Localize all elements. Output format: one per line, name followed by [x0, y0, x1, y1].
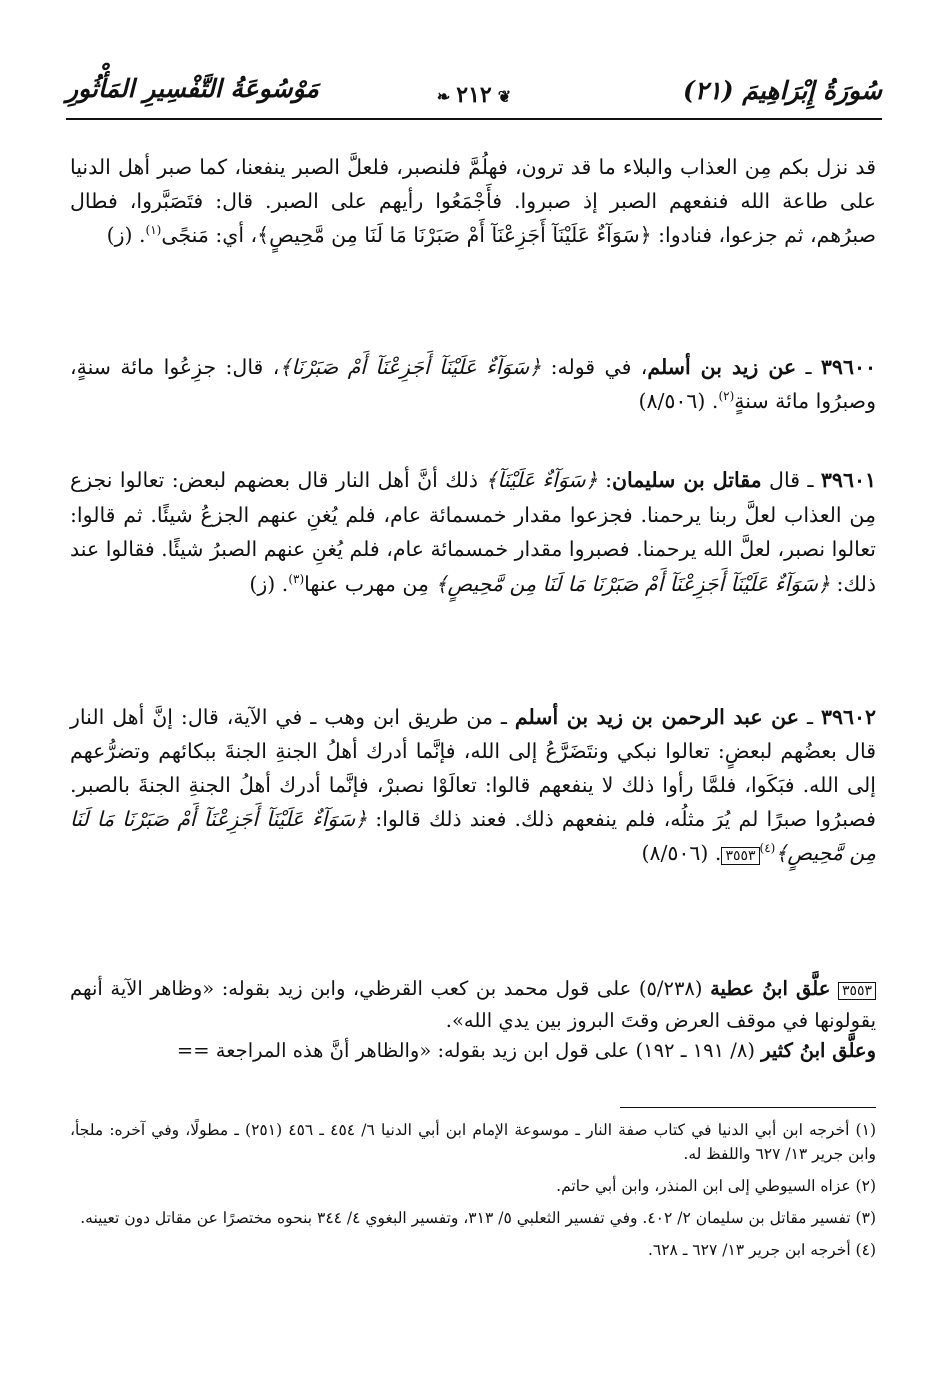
surah-title: سُورَةُ إِبْرَاهِيمَ (٢١) — [683, 76, 882, 105]
entry-text: ، قال: جزِعُوا مائة سنةٍ، وصبرُوا مائة سنةٍ — [70, 355, 876, 413]
book-title: مَوْسُوعَةُ التَّفْسِيرِ المَأْثُورِ — [66, 74, 319, 103]
footnote: (١) أخرجه ابن أبي الدنيا في كتاب صفة النار ـ موسوعة الإمام ابن أبي الدنيا ٦/ ٤٥٤ ـ ٤٥٦ (٢٥١) ـ مطولًا، وفي آخره: ملجأ، وابن جرير ١٣/ ٦٢٧ واللفظ له. — [70, 1121, 876, 1163]
entry-39602: ٣٩٦٠٢ ـ عن عبد الرحمن بن زيد بن أسلم ـ من طريق ابن وهب ـ في الآية، قال: إنَّ أهل النار قال بعضُهم لبعضٍ: تعالوا نبكي ونتَضَرَّعُ إلى الله، فإنَّما أدرك أهلُ الجنةِ الجنةَ ببكائهم وتضرُّعهم إلى الله. فبَكَوا، فلمَّا رأوا ذلك لا ينفعهم قالوا: تعالَوْا نصبرْ، فإنَّما أدرك أهلُ الجنةِ الجنةَ بالصبر. فصبرُوا صبرًا لم يُرَ مثلُه، فلم ينفعهم ذلك. فعند ذلك قالوا: ﴿سَوَآءٌ عَلَيْنَآ أَجَزِعْنَآ أَمْ صَبَرْنَا مَا لَنَا مِن مَّحِيصٍ﴾$^{(٤)}$٣٥٥٣. (٨/٥٠٦) — [70, 705, 876, 865]
commentator-name: وعلَّق ابنُ كثير — [761, 1039, 876, 1062]
quran-quote: ﴿سَوَآءٌ عَلَيْنَآ أَجَزِعْنَآ أَمْ صَبَرْنَا مَا لَنَا مِن مَّحِيصٍ﴾ — [435, 571, 830, 596]
header-divider — [66, 118, 882, 120]
page-number: ٢١٢ — [456, 82, 492, 108]
footnote-divider — [620, 1107, 876, 1108]
footnote: (٣) تفسير مقاتل بن سليمان ٢/ ٤٠٢. وفي تفسير الثعلبي ٥/ ٣١٣، وتفسير البغوي ٤/ ٣٤٤ بنحوه مختصرًا عن مقاتل دون تعيينه. — [80, 1209, 876, 1227]
entry-text: ذلك أنَّ أهل النار قال بعضهم لبعض: تعالوا نجزع مِن العذاب لعلَّ ربنا يرحمنا. فجزعوا مقدار خمسمائة عام، فلم يُغنِ عنهم الجزعُ شيئًا. ثم قالوا: تعالوا نصبر، لعلَّ الله يرحمنا. فصبروا مقدار خمسمائة عام، فلم يُغنِ عنهم الصبرُ شيئًا. فقالوا عند ذلك: — [70, 468, 876, 596]
quran-quote: ﴿سَوَآءٌ عَلَيْنَآ﴾ — [485, 468, 598, 492]
intro-tail: . (ز) — [106, 223, 146, 247]
footnote-ref: (٣) — [288, 571, 305, 586]
narrator-name: عن زيد بن أسلم — [647, 355, 797, 379]
entry-text: ـ من طريق ابن وهب ـ في الآية، قال: إنَّ أهل النار قال بعضُهم لبعضٍ: تعالوا نبكي ونتَضَرَّعُ إلى الله، فإنَّما أدرك أهلُ الجنةِ الجنةَ ببكائهم وتضرُّعهم إلى الله. فبَكَوا، فلمَّا رأوا ذلك لا ينفعهم قالوا: تعالَوْا نصبرْ، فإنَّما أدرك أهلُ الجنةِ الجنةَ بالصبر. فصبرُوا صبرًا لم يُرَ مثلُه، فلم ينفعهم ذلك. فعند ذلك قالوا: — [70, 705, 876, 831]
narrator-name: مقاتل بن سليمان — [612, 468, 762, 492]
ornament-icon: ❦ — [497, 87, 512, 106]
ornament-icon: ❧ — [436, 87, 451, 106]
page-header — [66, 70, 882, 116]
entry-text: ، في قوله: — [541, 355, 648, 379]
entry-tail: . (٨/٥٠٦) — [638, 389, 719, 413]
footnote-ref: (٤) — [759, 841, 776, 856]
commentary-number-box: ٣٥٥٣ — [838, 982, 876, 1000]
quran-quote: ﴿سَوَآءٌ عَلَيْنَآ أَجَزِعْنَآ أَمْ صَبَرْنَا مَا لَنَا مِن مَّحِيصٍ﴾ — [70, 807, 876, 865]
narrator-name: عن عبد الرحمن بن زيد بن أسلم — [514, 705, 800, 729]
footnote-ref: (١) — [145, 223, 162, 238]
footnote: (٤) أخرجه ابن جرير ١٣/ ٦٢٧ ـ ٦٢٨. — [647, 1241, 876, 1259]
entry-number: ٣٩٦٠١ — [820, 468, 876, 492]
quran-quote: ﴿سَوَآءٌ عَلَيْنَآ أَجَزِعْنَآ أَمْ صَبَرْنَا﴾ — [279, 355, 542, 379]
commentary-ref-box: ٣٥٥٣ — [721, 847, 759, 865]
footnotes — [70, 1118, 876, 1270]
entry-text: مِن مهرب عنها — [304, 571, 436, 596]
footnote: (٢) عزاه السيوطي إلى ابن المنذر، وابن أبي حاتم. — [556, 1177, 876, 1195]
entry-tail: . (ز) — [249, 571, 289, 596]
entry-number: ٣٩٦٠٢ — [820, 705, 876, 729]
commentary-block — [70, 974, 876, 1066]
entry-39600: ٣٩٦٠٠ ـ عن زيد بن أسلم، في قوله: ﴿سَوَآءٌ عَلَيْنَآ أَجَزِعْنَآ أَمْ صَبَرْنَا﴾، قال: جزِعُوا مائة سنةٍ، وصبرُوا مائة سنةٍ$^{(٢)}$. (٨/٥٠٦) — [70, 355, 876, 413]
commentary-text: (٨/ ١٩١ ـ ١٩٢) على قول ابن زيد بقوله: «والظاهر أنَّ هذه المراجعة == — [176, 1039, 762, 1062]
entry-number: ٣٩٦٠٠ — [820, 355, 876, 379]
intro-paragraph — [70, 150, 876, 252]
intro-text: قد نزل بكم مِن العذاب والبلاء ما قد ترون، فهلُمَّ فلنصبر، فلعلَّ الصبر ينفعنا، كما صبر أهل الدنيا على طاعة الله فنفعهم الصبر إذ صبروا. فأَجْمَعُوا رأيهم على الصبر. قال: فتَصَبَّروا، فطال صبرُهم، ثم جزعوا، فنادوا: ﴿سَوَآءٌ عَلَيْنَآ أَجَزِعْنَآ أَمْ صَبَرْنَا مَا لَنَا مِن مَّحِيصٍ﴾، أي: مَنجًى — [70, 155, 876, 247]
commentator-name: علَّق ابنُ عطية — [710, 977, 831, 1000]
entry-text: : — [597, 468, 612, 492]
footnote-ref: (٢) — [718, 389, 735, 404]
entry-39601: ٣٩٦٠١ ـ قال مقاتل بن سليمان: ﴿سَوَآءٌ عَلَيْنَآ﴾ ذلك أنَّ أهل النار قال بعضهم لبعض: تعالوا نجزع مِن العذاب لعلَّ ربنا يرحمنا. فجزعوا مقدار خمسمائة عام، فلم يُغنِ عنهم الجزعُ شيئًا. ثم قالوا: تعالوا نصبر، لعلَّ الله يرحمنا. فصبروا مقدار خمسمائة عام، فلم يُغنِ عنهم الصبرُ شيئًا. فقالوا عند ذلك: ﴿سَوَآءٌ عَلَيْنَآ أَجَزِعْنَآ أَمْ صَبَرْنَا مَا لَنَا مِن مَّحِيصٍ﴾ مِن مهرب عنها$^{(٣)}$. (ز) — [70, 468, 876, 596]
entry-tail: . (٨/٥٠٦) — [641, 841, 722, 865]
commentary-text: (٥/٢٣٨) على قول محمد بن كعب القرظي، وابن زيد بقوله: «وظاهر الآية أنهم يقولونها في موقف العرض وقتَ البروز بين يدي الله». — [70, 977, 876, 1032]
entry-prefix: قال — [761, 468, 800, 492]
